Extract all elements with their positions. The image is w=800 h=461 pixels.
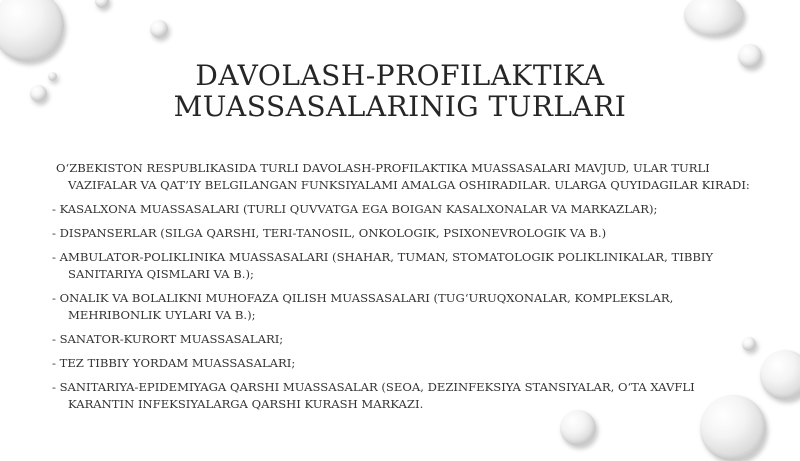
title-line-2: MUASSASALARINIG TURLARI [173, 90, 627, 123]
list-item: - SANITARIYA-EPIDEMIYAGA QARSHI MUASSASALAR (SEOA, DEZINFEKSIYA STANSIYALAR, O‘TA XAVFLI KARANTIN INFEKSIYALARGA QARSHI KURASH MARKAZI. [52, 380, 695, 411]
list-item: - AMBULATOR-POLIKLINIKA MUASSASALARI (SHAHAR, TUMAN, STOMATOLOGIK POLIKLINIKALAR, TIBBIY SANITARIYA QISMLARI VA B.); [52, 250, 714, 281]
slide-title [100, 60, 700, 122]
list-item: - KASALXONA MUASSASALARI (TURLI QUVVATGA EGA BOIGAN KASALXONALAR VA MARKAZLAR); [52, 202, 658, 216]
list-item: - ONALIK VA BOLALIKNI MUHOFAZA QILISH MUASSASALARI (TUG‘URUQXONALAR, KOMPLEKSLAR, MEHRIBONLIK UYLARI VA B.); [52, 291, 674, 322]
water-drop-decoration [760, 350, 800, 400]
water-drop-decoration [95, 0, 109, 8]
list-item: - TEZ TIBBIY YORDAM MUASSASALARI; [52, 356, 296, 370]
water-drop-decoration [0, 0, 64, 62]
title-line-1: DAVOLASH-PROFILAKTIKA [195, 59, 605, 92]
water-drop-decoration [48, 72, 57, 81]
slide-body [52, 160, 752, 420]
water-drop-decoration [150, 20, 168, 38]
water-drop-decoration [30, 85, 47, 102]
water-drop-decoration [738, 44, 762, 68]
water-drop-decoration [684, 0, 744, 36]
list-item: - SANATOR-KURORT MUASSASALARI; [52, 332, 284, 346]
intro-paragraph: O‘ZBEKISTON RESPUBLIKASIDA TURLI DAVOLASH-PROFILAKTIKA MUASSASALARI MAVJUD, ULAR TURLI VAZIFALAR VA QAT’IY BELGILANGAN FUNKSIYALAMI AMALGA OSHIRADILAR. ULARGA QUYIDAGILAR KIRADI: [56, 161, 750, 192]
list-item: - DISPANSERLAR (SILGA QARSHI, TERI-TANOSIL, ONKOLOGIK, PSIXONEVROLOGIK VA B.) [52, 226, 607, 240]
